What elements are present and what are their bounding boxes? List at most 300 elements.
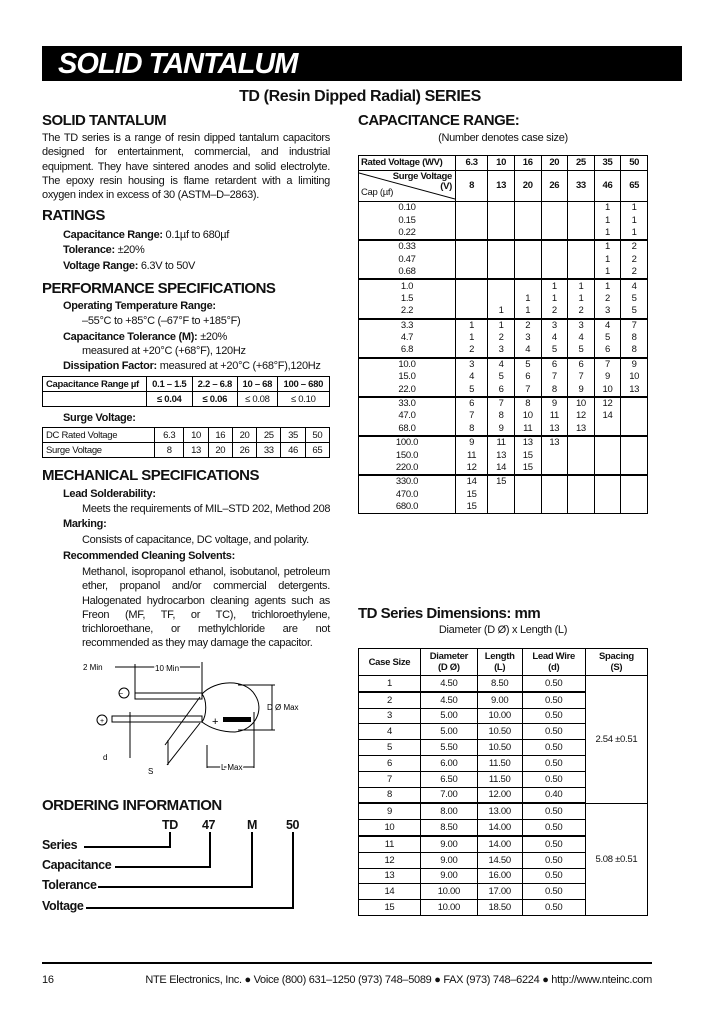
- case-size-cell: 3: [541, 319, 568, 332]
- df-cell: ≤ 0.06: [192, 392, 238, 407]
- dim-cell: 8.50: [477, 676, 522, 692]
- case-size-cell: 4: [541, 332, 568, 344]
- cap-value-cell: 3.3: [359, 319, 456, 332]
- case-size-cell: [456, 202, 488, 215]
- case-size-cell: 1: [514, 293, 541, 305]
- dim-cell: 7: [359, 771, 421, 787]
- dissipation-table: [42, 376, 330, 407]
- dim-cell: 0.50: [522, 803, 585, 819]
- dim-cell: 10: [359, 820, 421, 836]
- case-size-cell: 12: [456, 462, 488, 475]
- case-size-cell: 9: [488, 423, 515, 436]
- case-size-cell: 12: [594, 397, 621, 410]
- surge-row: [43, 443, 330, 458]
- capacitance-row: [359, 266, 648, 279]
- surge-cell: 65: [305, 443, 329, 458]
- case-size-cell: 1: [488, 319, 515, 332]
- cap-value-cell: 330.0: [359, 475, 456, 488]
- leader-line: [115, 866, 211, 868]
- order-label-voltage: Voltage: [42, 899, 84, 913]
- case-size-cell: 3: [456, 358, 488, 371]
- header-line: (S): [610, 662, 623, 673]
- surge-voltage-label: Surge Voltage:: [63, 412, 136, 424]
- dim-cell: 3: [359, 708, 421, 724]
- case-size-cell: 5: [456, 383, 488, 396]
- case-size-cell: 9: [594, 371, 621, 383]
- dim-cell: 0.50: [522, 771, 585, 787]
- surge-voltage-table: [42, 427, 330, 458]
- case-size-cell: 15: [514, 449, 541, 461]
- dim-cell: 0.50: [522, 820, 585, 836]
- case-size-cell: 3: [514, 332, 541, 344]
- dim-cell: 10.00: [420, 900, 477, 916]
- order-code-voltage: 50: [286, 818, 300, 832]
- case-size-cell: 11: [541, 410, 568, 422]
- case-size-cell: 1: [514, 305, 541, 318]
- capacitance-row: [359, 227, 648, 240]
- page-number: 16: [42, 974, 54, 986]
- order-code-series: TD: [162, 818, 178, 832]
- dim-cell: 12.00: [477, 787, 522, 803]
- case-size-cell: [456, 293, 488, 305]
- case-size-cell: 5: [621, 305, 648, 318]
- case-size-cell: [568, 254, 595, 266]
- case-size-cell: [541, 501, 568, 514]
- case-size-cell: [568, 227, 595, 240]
- df-cell: 2.2 – 6.8: [192, 377, 238, 392]
- dim-cell: 6: [359, 755, 421, 771]
- case-size-cell: [514, 266, 541, 279]
- case-size-cell: [568, 214, 595, 226]
- leader-line: [84, 846, 171, 848]
- case-size-cell: 7: [621, 319, 648, 332]
- dim-cell: 11: [359, 836, 421, 852]
- case-size-cell: [541, 489, 568, 501]
- case-size-cell: [541, 449, 568, 461]
- capacitance-row: [359, 462, 648, 475]
- case-size-cell: 4: [568, 332, 595, 344]
- case-size-cell: 2: [621, 266, 648, 279]
- case-size-cell: 6: [594, 344, 621, 357]
- header-line: Length: [484, 651, 515, 662]
- cap-value-cell: 22.0: [359, 383, 456, 396]
- case-size-cell: [594, 489, 621, 501]
- case-size-cell: [621, 397, 648, 410]
- dim-cell: 15: [359, 900, 421, 916]
- dim-cell: 13.00: [477, 803, 522, 819]
- surge-cell: 6.3: [155, 428, 184, 443]
- dim-cell: 9.00: [420, 868, 477, 884]
- order-code-capacitance: 47: [202, 818, 216, 832]
- footer: [42, 974, 652, 986]
- case-size-cell: 5: [621, 293, 648, 305]
- rated-voltage-cell: 20: [541, 156, 568, 171]
- surge-cell: 35: [281, 428, 305, 443]
- dim-cell: 0.50: [522, 900, 585, 916]
- surge-voltage-cell: 20: [514, 171, 541, 202]
- order-label-capacitance: Capacitance: [42, 858, 112, 872]
- surge-cell: 50: [305, 428, 329, 443]
- capacitance-row: [359, 371, 648, 383]
- surge-cell: 25: [257, 428, 281, 443]
- case-size-cell: 2: [514, 319, 541, 332]
- case-size-cell: 1: [594, 214, 621, 226]
- dim-cell: 9.00: [420, 836, 477, 852]
- cap-value-cell: 6.8: [359, 344, 456, 357]
- surge-cell: 10: [184, 428, 208, 443]
- case-size-cell: 10: [594, 383, 621, 396]
- rating-label: Capacitance Range:: [63, 229, 163, 241]
- order-code-tolerance: M: [247, 818, 258, 832]
- leader-line: [209, 832, 211, 868]
- capacitance-row: [359, 332, 648, 344]
- case-size-cell: 8: [488, 410, 515, 422]
- dim-header-cell: [420, 649, 477, 676]
- df-cell: 0.1 – 1.5: [147, 377, 193, 392]
- case-size-cell: 1: [568, 279, 595, 292]
- cap-value-cell: 1.0: [359, 279, 456, 292]
- case-size-cell: 5: [541, 344, 568, 357]
- order-label-series: Series: [42, 838, 78, 852]
- lead-minus-symbol: −: [118, 691, 124, 698]
- case-size-cell: 8: [541, 383, 568, 396]
- case-size-cell: 8: [621, 344, 648, 357]
- case-size-cell: 13: [621, 383, 648, 396]
- case-size-cell: 2: [621, 254, 648, 266]
- rating-value: 6.3V to 50V: [140, 260, 196, 272]
- case-size-cell: [488, 293, 515, 305]
- label-10-min: 10 Min: [155, 664, 180, 673]
- case-size-cell: [456, 266, 488, 279]
- case-size-cell: [456, 240, 488, 253]
- case-size-cell: [568, 475, 595, 488]
- rating-label: Voltage Range:: [63, 260, 139, 272]
- case-size-cell: [514, 501, 541, 514]
- spacing-cell: 2.54 ±0.51: [585, 676, 647, 804]
- case-size-cell: 14: [456, 475, 488, 488]
- case-size-cell: 1: [594, 240, 621, 253]
- dim-cell: 0.50: [522, 676, 585, 692]
- cap-value-cell: 100.0: [359, 436, 456, 449]
- cap-tol-value: ±20%: [200, 331, 228, 343]
- case-size-cell: 1: [621, 202, 648, 215]
- capacitance-row: [359, 254, 648, 266]
- capacitance-row: [359, 397, 648, 410]
- case-size-cell: [514, 214, 541, 226]
- marking-label: Marking:: [63, 518, 107, 530]
- case-size-cell: 3: [488, 344, 515, 357]
- dimensions-table: [358, 648, 648, 916]
- case-size-cell: 13: [488, 449, 515, 461]
- cleaning-value: Methanol, isopropanol ethanol, isobutanol, petroleum ether, propanol and/or commercial detergents. Halogenated hydrocarbon cleaning agents such as Freon (MF, TF, or TC), trichloroethylene, trichloroethane, or methylchloride are not recommended as they may damage the capacitor.: [82, 566, 330, 650]
- case-size-cell: [456, 214, 488, 226]
- rating-value: ±20%: [117, 244, 145, 256]
- case-size-cell: 12: [568, 410, 595, 422]
- case-size-cell: 5: [488, 371, 515, 383]
- cap-value-cell: 680.0: [359, 501, 456, 514]
- surge-voltage-cell: 26: [541, 171, 568, 202]
- df-cell: 100 – 680: [277, 377, 329, 392]
- capacitance-row: [359, 344, 648, 357]
- lead-label: Lead Solderability:: [63, 488, 156, 500]
- case-size-cell: 2: [456, 344, 488, 357]
- mechanical-heading: MECHANICAL SPECIFICATIONS: [42, 467, 259, 484]
- rated-voltage-cell: 35: [594, 156, 621, 171]
- dim-cell: 4.50: [420, 692, 477, 708]
- capacitance-row: [359, 240, 648, 253]
- case-size-cell: [514, 489, 541, 501]
- cap-tolerance: [63, 330, 227, 344]
- case-size-cell: 9: [541, 397, 568, 410]
- case-size-cell: [456, 227, 488, 240]
- capacitance-row: [359, 489, 648, 501]
- label-l-max: L Max: [221, 763, 243, 772]
- cap-value-cell: 470.0: [359, 489, 456, 501]
- surge-voltage-cell: 33: [568, 171, 595, 202]
- dim-cell: 1: [359, 676, 421, 692]
- case-size-cell: [621, 423, 648, 436]
- dim-cell: 5.00: [420, 724, 477, 740]
- df-cell: ≤ 0.08: [238, 392, 278, 407]
- case-size-cell: 7: [488, 397, 515, 410]
- cap-tol-label: Capacitance Tolerance (M):: [63, 331, 198, 343]
- case-size-cell: 2: [621, 240, 648, 253]
- leader-line: [292, 832, 294, 909]
- case-size-cell: [488, 279, 515, 292]
- case-size-cell: [621, 410, 648, 422]
- leader-line: [251, 832, 253, 888]
- cap-value-cell: 47.0: [359, 410, 456, 422]
- case-size-cell: 3: [568, 319, 595, 332]
- dim-cell: 0.50: [522, 724, 585, 740]
- dim-cell: 8.50: [420, 820, 477, 836]
- intro-text: The TD series is a range of resin dipped tantalum capacitors designed for entertainment, commercial, and industrial equipment. They have sintered anodes and solid electrolyte. The epoxy resin housing is flame retardent with a limiting oxygen index in excess of 30 (ASTM–D–2863).: [42, 132, 330, 202]
- rating-voltage: [63, 259, 195, 273]
- dim-cell: 0.50: [522, 852, 585, 868]
- ordering-heading: ORDERING INFORMATION: [42, 797, 222, 814]
- case-size-cell: 5: [514, 358, 541, 371]
- case-size-cell: 1: [541, 293, 568, 305]
- df-cell: 10 – 68: [238, 377, 278, 392]
- dim-header-cell: [585, 649, 647, 676]
- dim-cell: 10.00: [420, 884, 477, 900]
- surge-cell: 20: [232, 428, 256, 443]
- case-size-cell: 2: [594, 293, 621, 305]
- rated-voltage-cell: 16: [514, 156, 541, 171]
- case-size-cell: 9: [621, 358, 648, 371]
- dim-cell: 10.50: [477, 724, 522, 740]
- dim-cell: 2: [359, 692, 421, 708]
- case-size-cell: [488, 501, 515, 514]
- case-size-cell: [541, 462, 568, 475]
- case-size-cell: 1: [456, 332, 488, 344]
- dim-cell: 8.00: [420, 803, 477, 819]
- capacitance-row: [359, 305, 648, 318]
- dim-cell: 9.00: [420, 852, 477, 868]
- dim-cell: 14.00: [477, 836, 522, 852]
- cap-value-cell: 4.7: [359, 332, 456, 344]
- case-size-cell: [514, 202, 541, 215]
- case-size-cell: [568, 436, 595, 449]
- label-2-min: 2 Min: [83, 663, 103, 672]
- case-size-cell: 1: [541, 279, 568, 292]
- capacitance-heading: CAPACITANCE RANGE:: [358, 112, 520, 129]
- ratings-heading: RATINGS: [42, 207, 105, 224]
- case-size-cell: 15: [514, 462, 541, 475]
- dimensions-header-row: [359, 649, 648, 676]
- df-label: Dissipation Factor:: [63, 360, 157, 372]
- dim-cell: 0.50: [522, 836, 585, 852]
- case-size-cell: [621, 436, 648, 449]
- case-size-cell: 6: [456, 397, 488, 410]
- dim-header-cell: [359, 649, 421, 676]
- df-cell: ≤ 0.04: [147, 392, 193, 407]
- case-size-cell: [621, 501, 648, 514]
- dim-cell: 8: [359, 787, 421, 803]
- rating-label: Tolerance:: [63, 244, 115, 256]
- case-size-cell: 11: [456, 449, 488, 461]
- dim-cell: 0.50: [522, 708, 585, 724]
- title-banner: [42, 46, 682, 81]
- case-size-cell: [621, 489, 648, 501]
- case-size-cell: 1: [568, 293, 595, 305]
- op-temp-label: Operating Temperature Range:: [63, 300, 216, 312]
- cap-value-cell: 150.0: [359, 449, 456, 461]
- surge-cell: 33: [257, 443, 281, 458]
- dim-cell: 0.40: [522, 787, 585, 803]
- dim-cell: 14: [359, 884, 421, 900]
- case-size-cell: [456, 305, 488, 318]
- rated-voltage-cell: 50: [621, 156, 648, 171]
- leader-line: [169, 832, 171, 848]
- capacitance-row: [359, 202, 648, 215]
- cap-value-cell: 2.2: [359, 305, 456, 318]
- df-value-row: [43, 392, 330, 407]
- case-size-cell: 13: [568, 423, 595, 436]
- cap-value-cell: 1.5: [359, 293, 456, 305]
- dim-cell: 0.50: [522, 692, 585, 708]
- capacitance-row: [359, 214, 648, 226]
- case-size-cell: 2: [541, 305, 568, 318]
- df-value: measured at +20°C (+68°F),120Hz: [159, 360, 321, 372]
- performance-heading: PERFORMANCE SPECIFICATIONS: [42, 280, 276, 297]
- case-size-cell: 1: [456, 319, 488, 332]
- case-size-cell: [488, 202, 515, 215]
- surge-cell: 16: [208, 428, 232, 443]
- case-size-cell: 2: [568, 305, 595, 318]
- rated-voltage-cell: 10: [488, 156, 515, 171]
- dim-cell: 14.50: [477, 852, 522, 868]
- case-size-cell: 7: [541, 371, 568, 383]
- dim-cell: 4: [359, 724, 421, 740]
- case-size-cell: 1: [594, 279, 621, 292]
- case-size-cell: [541, 266, 568, 279]
- case-size-cell: 8: [621, 332, 648, 344]
- case-size-cell: [568, 501, 595, 514]
- dim-cell: 11.50: [477, 771, 522, 787]
- dissipation-factor: [63, 359, 321, 373]
- surge-cell: Surge Voltage: [43, 443, 155, 458]
- case-size-cell: 14: [488, 462, 515, 475]
- dim-cell: 13: [359, 868, 421, 884]
- order-label-tolerance: Tolerance: [42, 878, 97, 892]
- case-size-cell: 15: [488, 475, 515, 488]
- label-d-max: D Ø Max: [267, 703, 299, 712]
- case-size-cell: 9: [456, 436, 488, 449]
- surge-voltage-cell: 46: [594, 171, 621, 202]
- case-size-cell: [568, 202, 595, 215]
- rating-capacitance: [63, 228, 229, 242]
- surge-row: [43, 428, 330, 443]
- case-size-cell: 1: [594, 254, 621, 266]
- polarity-plus: +: [212, 716, 219, 728]
- case-size-cell: 11: [514, 423, 541, 436]
- case-size-cell: [594, 423, 621, 436]
- case-size-cell: 6: [541, 358, 568, 371]
- case-size-cell: 7: [514, 383, 541, 396]
- rating-value: 0.1µf to 680µf: [165, 229, 230, 241]
- cap-surge-header-cell: [359, 171, 456, 202]
- header-line: (D Ø): [437, 662, 460, 673]
- case-size-cell: [541, 227, 568, 240]
- case-size-cell: [456, 254, 488, 266]
- footer-rule: [42, 962, 652, 964]
- op-temp-value: –55°C to +85°C (–67°F to +185°F): [82, 315, 241, 327]
- case-size-cell: [514, 279, 541, 292]
- dim-cell: 0.50: [522, 755, 585, 771]
- dim-cell: 0.50: [522, 868, 585, 884]
- case-size-cell: [488, 254, 515, 266]
- capacitance-row: [359, 319, 648, 332]
- capacitance-row: [359, 501, 648, 514]
- cap-value-cell: 10.0: [359, 358, 456, 371]
- capacitance-row: [359, 449, 648, 461]
- capacitance-row: [359, 383, 648, 396]
- case-size-cell: [541, 240, 568, 253]
- dimensions-note: Diameter (D Ø) x Length (L): [438, 624, 568, 636]
- dim-header-cell: [522, 649, 585, 676]
- surge-cell: 46: [281, 443, 305, 458]
- case-size-cell: 7: [594, 358, 621, 371]
- case-size-cell: 4: [621, 279, 648, 292]
- case-size-cell: 14: [594, 410, 621, 422]
- case-size-cell: 8: [456, 423, 488, 436]
- case-size-cell: [541, 202, 568, 215]
- dim-cell: 5.00: [420, 708, 477, 724]
- surge-voltage-cell: 8: [456, 171, 488, 202]
- cap-value-cell: 0.47: [359, 254, 456, 266]
- dim-cell: 10.50: [477, 740, 522, 756]
- leader-line: [86, 907, 294, 909]
- capacitor-dimension-diagram: [35, 650, 345, 800]
- capacitance-row: [359, 436, 648, 449]
- case-size-cell: 6: [514, 371, 541, 383]
- case-size-cell: [514, 240, 541, 253]
- capacitance-note: (Number denotes case size): [438, 132, 568, 144]
- label-s: S: [148, 767, 154, 776]
- dim-cell: 0.50: [522, 740, 585, 756]
- case-size-cell: [488, 266, 515, 279]
- case-size-cell: 3: [594, 305, 621, 318]
- intro-heading: SOLID TANTALUM: [42, 112, 167, 129]
- cap-value-cell: 0.15: [359, 214, 456, 226]
- surge-cell: DC Rated Voltage: [43, 428, 155, 443]
- dim-cell: 0.50: [522, 884, 585, 900]
- surge-voltage-cell: 65: [621, 171, 648, 202]
- surge-voltage-row: [359, 171, 648, 202]
- case-size-cell: 7: [568, 371, 595, 383]
- case-size-cell: 8: [514, 397, 541, 410]
